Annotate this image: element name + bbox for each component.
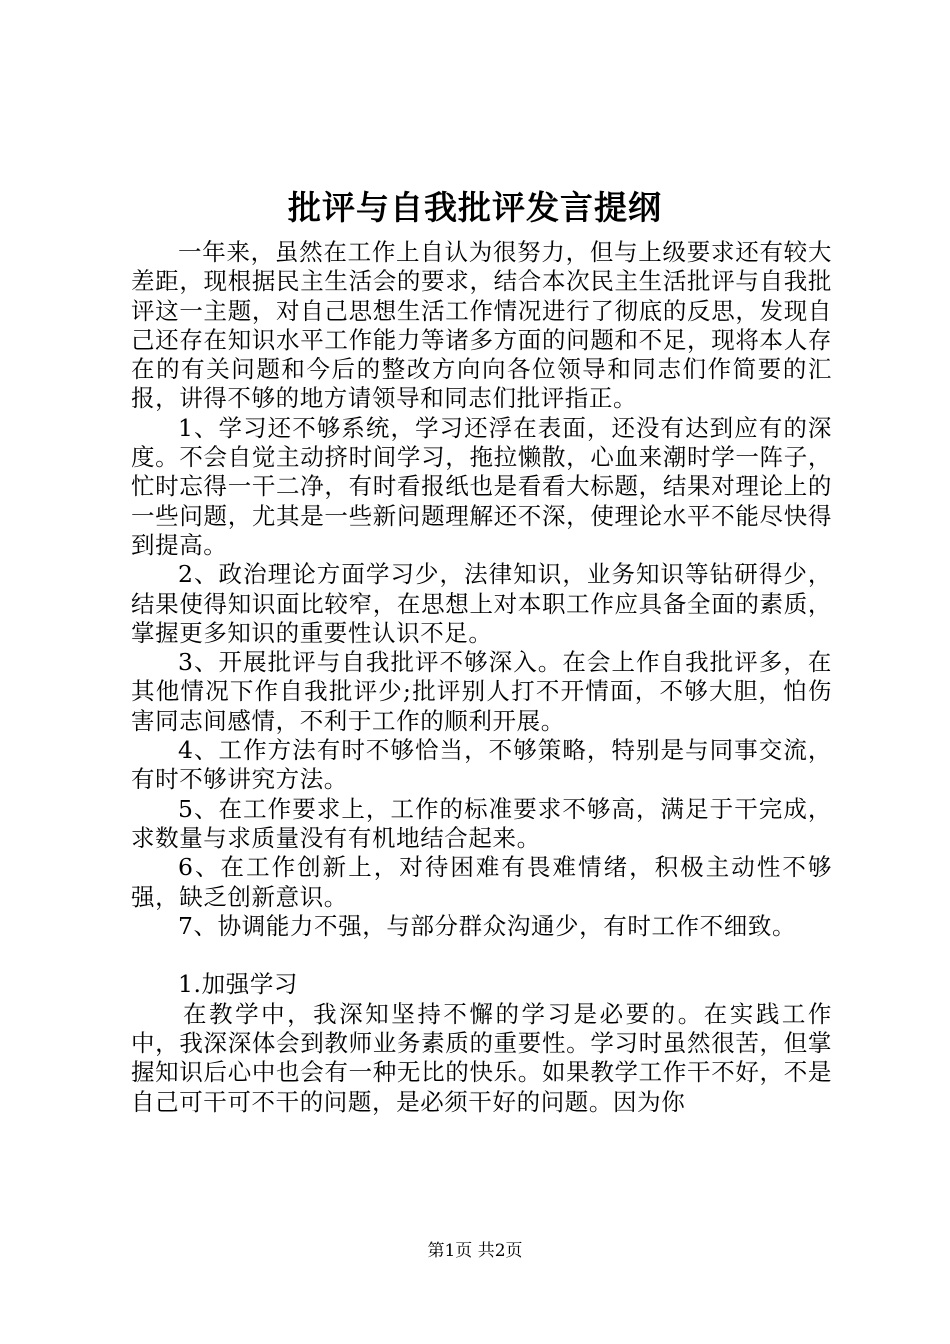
document-title: 批评与自我批评发言提纲 [288, 188, 662, 227]
page-footer: 第1页 共2页 [427, 1241, 523, 1261]
section-heading: 1.加强学习 [178, 970, 299, 999]
issue-paragraph-6: 6、在工作创新上，对待困难有畏难情绪，积极主动性不够强，缺乏创新意识。 [131, 853, 832, 911]
issue-paragraph-4: 4、工作方法有时不够恰当，不够策略，特别是与同事交流，有时不够讲究方法。 [131, 736, 832, 794]
intro-paragraph: 一年来，虽然在工作上自认为很努力，但与上级要求还有较大差距，现根据民主生活会的要求，结合本次民主生活批评与自我批评这一主题，对自己思想生活工作情况进行了彻底的反思，发现自己还存在知识水平工作能力等诸多方面的问题和不足，现将本人存在的有关问题和今后的整改方向向各位领导和同志们作简要的汇报，讲得不够的地方请领导和同志们批评指正。 [131, 238, 832, 413]
section-paragraph: 在教学中，我深知坚持不懈的学习是必要的。在实践工作中，我深深体会到教师业务素质的重要性。学习时虽然很苦，但掌握知识后心中也会有一种无比的快乐。如果教学工作干不好，不是自己可干可不干的问题，是必须干好的问题。因为你 [131, 999, 832, 1116]
paragraph-gap [131, 941, 832, 970]
document-body [131, 238, 832, 1117]
issue-paragraph-7: 7、协调能力不强，与部分群众沟通少，有时工作不细致。 [178, 911, 797, 940]
issue-paragraph-2: 2、政治理论方面学习少，法律知识，业务知识等钻研得少，结果使得知识面比较窄，在思想上对本职工作应具备全面的素质，掌握更多知识的重要性认识不足。 [131, 560, 832, 647]
issue-paragraph-1: 1、学习还不够系统，学习还浮在表面，还没有达到应有的深度。不会自觉主动挤时间学习，拖拉懒散，心血来潮时学一阵子，忙时忘得一干二净，有时看报纸也是看看大标题，结果对理论上的一些问题，尤其是一些新问题理解还不深，使理论水平不能尽快得到提高。 [131, 413, 832, 559]
issue-paragraph-3: 3、开展批评与自我批评不够深入。在会上作自我批评多，在其他情况下作自我批评少;批评别人打不开情面，不够大胆，怕伤害同志间感情，不利于工作的顺利开展。 [131, 648, 832, 735]
issue-paragraph-5: 5、在工作要求上，工作的标准要求不够高，满足于干完成，求数量与求质量没有有机地结合起来。 [131, 794, 832, 852]
